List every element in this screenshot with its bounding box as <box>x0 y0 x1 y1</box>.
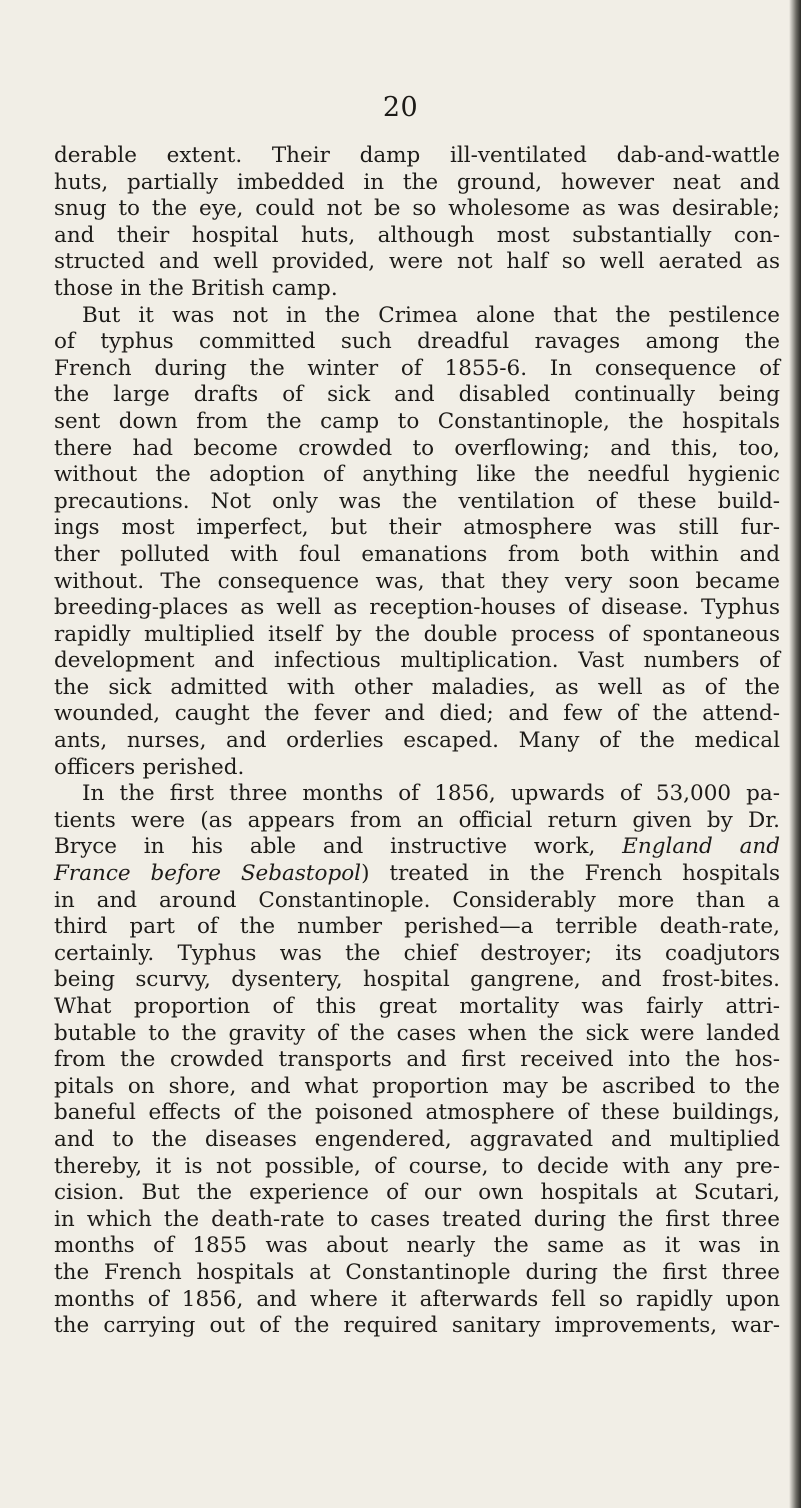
text-line: But it was not in the Crimea alone that the pestilence <box>82 302 780 328</box>
text-line: rapidly multiplied itself by the double process of spontaneous <box>54 621 780 647</box>
text-line: there had become crowded to overflowing; and this, too, <box>54 435 780 461</box>
text-line: being scurvy, dysentery, hospital gangrene, and frost-bites. <box>54 967 780 993</box>
text-line: sent down from the camp to Constantinople, the hospitals <box>54 408 780 434</box>
text-line: officers perished. <box>54 754 245 780</box>
text-line: in and around Constantinople. Considerably more than a <box>54 887 780 913</box>
text-line-with-title <box>54 861 780 888</box>
text-line-with-title <box>54 834 780 861</box>
page-edge-shadow <box>789 0 801 1508</box>
text-line: without. The consequence was, that they very soon became <box>54 568 780 594</box>
text-line: derable extent. Their damp ill-ventilated dab-and-wattle <box>54 143 780 168</box>
text-line: pitals on shore, and what proportion may be ascribed to the <box>54 1073 780 1099</box>
text-line-segment: Bryce in his able and instructive work, <box>54 834 623 860</box>
text-line: thereby, it is not possible, of course, to decide with any pre- <box>54 1153 780 1179</box>
text-line: precautions. Not only was the ventilation of these build- <box>54 488 780 514</box>
text-line: wounded, caught the fever and died; and few of the attend- <box>54 701 780 727</box>
text-line: and to the diseases engendered, aggravated and multiplied <box>54 1126 780 1152</box>
text-line: those in the British camp. <box>54 275 338 301</box>
page-number: 20 <box>382 92 419 123</box>
text-line: ants, nurses, and orderlies escaped. Many of the medical <box>54 728 780 754</box>
text-line: third part of the number perished—a terrible death-rate, <box>54 914 780 940</box>
text-line: without the adoption of anything like the needful hygienic <box>54 462 780 488</box>
text-line: structed and well provided, were not half so well aerated as <box>54 249 780 275</box>
text-line: in which the death-rate to cases treated during the first three <box>54 1206 780 1232</box>
text-line: huts, partially imbedded in the ground, however neat and <box>54 169 780 195</box>
text-line: baneful effects of the poisoned atmosphere of these buildings, <box>54 1100 780 1126</box>
text-line: certainly. Typhus was the chief destroyer; its coadjutors <box>54 940 780 966</box>
text-line: from the crowded transports and first received into the hos- <box>54 1047 780 1073</box>
text-line: months of 1855 was about nearly the same as it was in <box>54 1233 780 1259</box>
text-line: months of 1856, and where it afterwards fell so rapidly upon <box>54 1286 780 1312</box>
text-line: the French hospitals at Constantinople during the first three <box>54 1259 780 1285</box>
text-line: ings most imperfect, but their atmosphere was still fur- <box>54 515 780 541</box>
text-line: What proportion of this great mortality was fairly attri- <box>54 994 780 1019</box>
text-line-segment: ) treated in the French hospitals <box>361 861 780 887</box>
text-line: French during the winter of 1855-6. In consequence of <box>54 355 780 381</box>
text-line: the large drafts of sick and disabled continually being <box>54 382 780 408</box>
text-line: of typhus committed such dreadful ravages among the <box>54 329 780 355</box>
paragraph-2 <box>54 303 780 782</box>
text-line: snug to the eye, could not be so wholesome as was desirable; <box>54 196 780 222</box>
text-line: the carrying out of the required sanitary improvements, war- <box>54 1313 780 1339</box>
text-line: and their hospital huts, although most substantially con- <box>54 222 780 248</box>
text-line: breeding-places as well as reception-houses of disease. Typhus <box>54 595 780 621</box>
text-line: development and infectious multiplication. Vast numbers of <box>54 648 780 674</box>
book-title-part: France before Sebastopol <box>54 861 362 887</box>
text-line: tients were (as appears from an official return given by Dr. <box>54 807 780 833</box>
text-line: cision. But the experience of our own hospitals at Scutari, <box>54 1180 780 1206</box>
text-line: the sick admitted with other maladies, as well as of the <box>54 674 780 700</box>
text-line: butable to the gravity of the cases when the sick were landed <box>54 1020 780 1046</box>
paragraph-1 <box>54 143 780 303</box>
text-line: In the first three months of 1856, upwards of 53,000 pa- <box>82 781 780 807</box>
paragraph-3 <box>54 781 780 1339</box>
book-title-part: England and <box>622 834 780 860</box>
text-line: ther polluted with foul emanations from both within and <box>54 541 780 567</box>
body-text <box>54 143 780 1340</box>
